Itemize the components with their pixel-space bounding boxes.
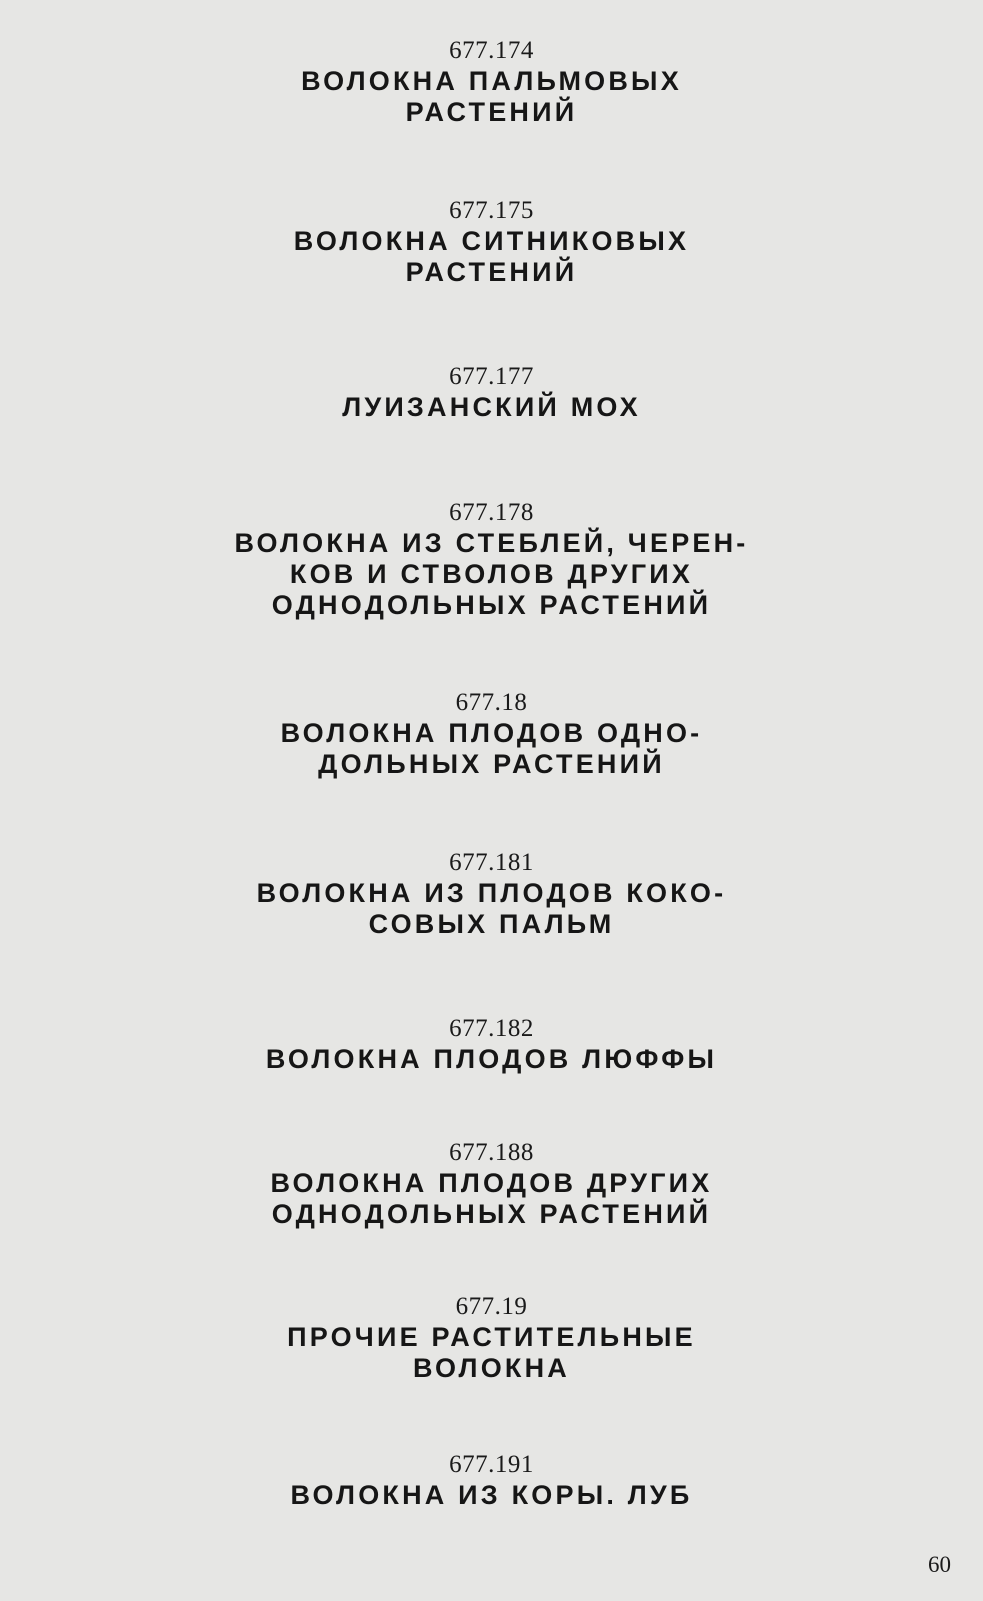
entry-title: ВОЛОКНА ПЛОДОВ ЛЮФФЫ [265,1044,718,1074]
entry-code: 677.19 [455,1293,528,1320]
entry-title: ПРОЧИЕ РАСТИТЕЛЬНЫЕ ВОЛОКНА [287,1322,696,1383]
catalog-entry [0,848,983,940]
entry-code: 677.175 [449,197,534,224]
entry-code: 677.182 [449,1015,534,1042]
entry-title: ВОЛОКНА ИЗ КОРЫ. ЛУБ [290,1480,693,1510]
entry-title: ВОЛОКНА ИЗ СТЕБЛЕЙ, ЧЕРЕН- КОВ И СТВОЛОВ ДРУГИХ ОДНОДОЛЬНЫХ РАСТЕНИЙ [234,528,749,620]
entry-title: ВОЛОКНА ПЛОДОВ ОДНО- ДОЛЬНЫХ РАСТЕНИЙ [280,718,703,779]
catalog-entry [0,36,983,128]
catalog-entry [0,1014,983,1075]
catalog-entry [0,1292,983,1384]
catalog-entry [0,498,983,621]
catalog-entry [0,1138,983,1230]
entry-code: 677.18 [455,689,528,716]
catalog-entry [0,688,983,780]
entry-code: 677.188 [449,1139,534,1166]
entry-code: 677.177 [449,363,534,390]
entry-title: ВОЛОКНА ПЛОДОВ ДРУГИХ ОДНОДОЛЬНЫХ РАСТЕНИЙ [270,1168,713,1229]
catalog-entry [0,196,983,288]
entry-title: ВОЛОКНА ИЗ ПЛОДОВ КОКО- СОВЫХ ПАЛЬМ [256,878,727,939]
entry-title: ЛУИЗАНСКИЙ МОХ [342,392,641,422]
entry-code: 677.178 [449,499,534,526]
catalog-entry [0,1450,983,1511]
entry-code: 677.191 [449,1451,534,1478]
entry-title: ВОЛОКНА ПАЛЬМОВЫХ РАСТЕНИЙ [301,66,682,127]
catalog-entry [0,362,983,423]
page-number: 60 [928,1552,951,1577]
entry-code: 677.174 [449,37,534,64]
entry-code: 677.181 [449,849,534,876]
entry-title: ВОЛОКНА СИТНИКОВЫХ РАСТЕНИЙ [293,226,690,287]
